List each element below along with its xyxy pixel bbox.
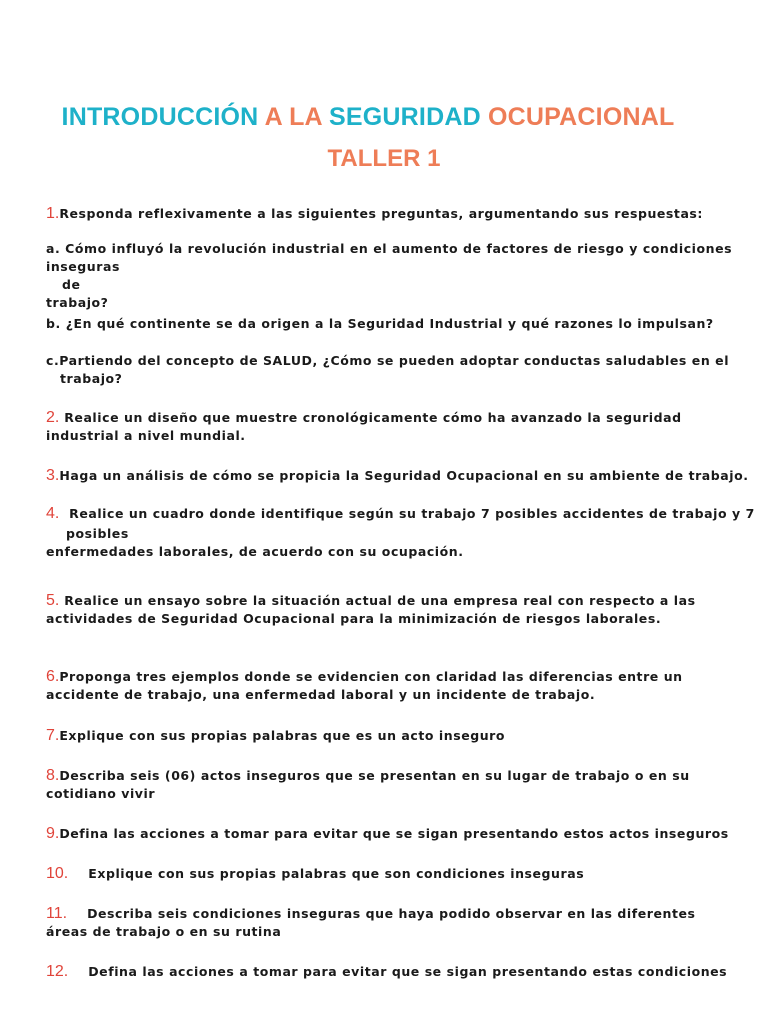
question-text: Responda reflexivamente a las siguientes preguntas, argumentando sus respuestas: [59,206,703,221]
question-1c [46,352,768,388]
question-text-line: Proponga tres ejemplos donde se evidencien con claridad las diferencias entre un [59,669,683,684]
question-text-line: Describa seis (06) actos inseguros que se presentan en su lugar de trabajo o en su [59,768,690,783]
question-9 [46,825,768,843]
question-text-line: áreas de trabajo o en su rutina [46,924,282,939]
title-word-ocupacional: OCUPACIONAL [480,103,675,131]
question-12 [46,963,768,981]
question-text-line: de [62,277,81,292]
question-text-line: c.Partiendo del concepto de SALUD, ¿Cómo se pueden adoptar conductas saludables en el [46,353,730,368]
question-3 [46,467,768,485]
question-text: Explique con sus propias palabras que es un acto inseguro [59,728,506,743]
question-number: 7. [46,727,60,744]
title-word-a-la: A LA [258,103,330,131]
question-text: Explique con sus propias palabras que son condiciones inseguras [88,866,585,881]
question-number: 12. [46,963,69,980]
question-number: 2. [46,409,60,426]
question-text-line: accidente de trabajo, una enfermedad laboral y un incidente de trabajo. [46,687,596,702]
question-text: b. ¿En qué continente se da origen a la Seguridad Industrial y qué razones lo impulsan? [46,316,714,331]
question-8 [46,767,768,803]
question-1b [46,315,768,333]
question-text-line: a. Cómo influyó la revolución industrial en el aumento de factores de riesgo y condiciones inseguras [46,241,733,274]
question-7 [46,727,768,745]
question-4 [46,505,768,561]
question-number: 5. [46,592,60,609]
question-5 [46,592,768,628]
question-text-line: industrial a nivel mundial. [46,428,246,443]
question-text: Defina las acciones a tomar para evitar que se sigan presentando estas condiciones [88,964,728,979]
question-text-line: Describa seis condiciones inseguras que haya podido observar en las diferentes [87,906,696,921]
question-text-line: posibles [66,526,129,541]
page-subtitle: TALLER 1 [327,145,441,172]
question-number: 10. [46,865,69,882]
question-text: Haga un análisis de cómo se propicia la Seguridad Ocupacional en su ambiente de trabajo. [59,468,749,483]
question-2 [46,409,768,445]
question-number: 3. [46,467,60,484]
question-text-line: cotidiano vivir [46,786,156,801]
question-1a [46,240,768,312]
question-number: 6. [46,668,60,685]
question-text: Defina las acciones a tomar para evitar que se sigan presentando estos actos inseguros [59,826,729,841]
question-text-line: Realice un diseño que muestre cronológicamente cómo ha avanzado la seguridad [59,410,682,425]
question-10 [46,865,768,883]
title-word-seguridad: SEGURIDAD [329,103,481,131]
page-title [0,103,752,132]
question-number: 11. [46,905,68,922]
question-text-line: Realice un ensayo sobre la situación actual de una empresa real con respecto a las [59,593,696,608]
question-text-line: trabajo? [46,295,109,310]
question-number: 8. [46,767,60,784]
question-1 [46,205,768,223]
question-text-line: Realice un cuadro donde identifique según su trabajo 7 posibles accidentes de trabajo y 7 [59,506,755,521]
question-number: 9. [46,825,60,842]
title-word-introduccion: INTRODUCCIÓN [61,103,259,131]
question-text-line: trabajo? [60,371,123,386]
question-text-line: actividades de Seguridad Ocupacional para la minimización de riesgos laborales. [46,611,662,626]
question-6 [46,668,768,704]
question-text-line: enfermedades laborales, de acuerdo con su ocupación. [46,544,464,559]
question-11 [46,905,768,941]
question-number: 4. [46,505,60,522]
question-number: 1. [46,205,60,222]
